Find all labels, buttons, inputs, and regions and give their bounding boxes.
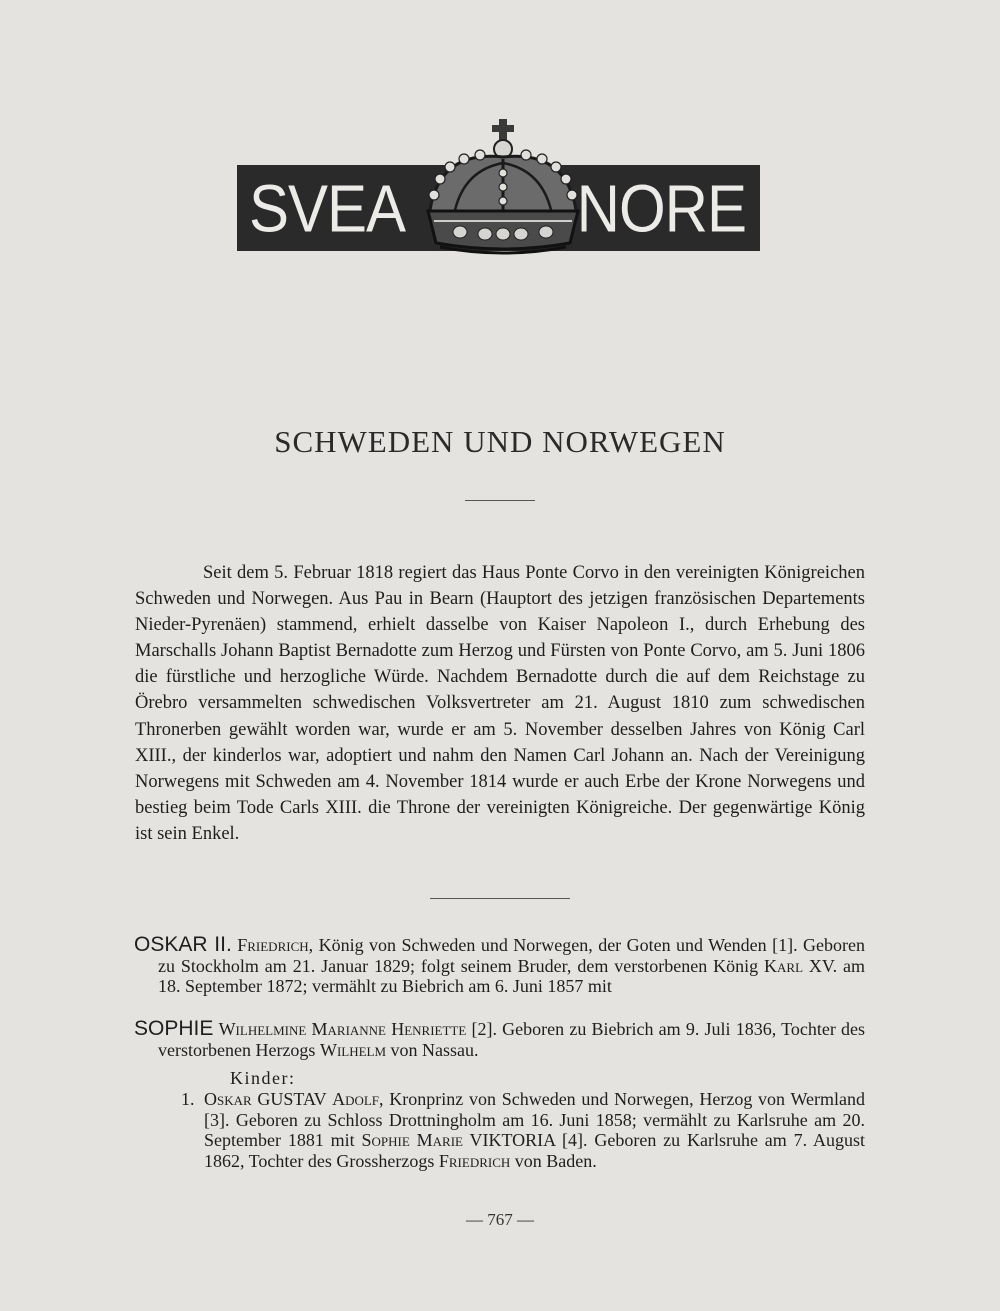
sophie-given-names: Wilhelmine Marianne Henriette (218, 1019, 467, 1039)
child-text-1: , Kronprinz von Schweden und Norwegen, Herzog von Wermland [3]. Geboren zu Schloss Drottningholm am 16. Juni 1858; vermählt zu Karlsruhe am 20. September 1881 mit (204, 1089, 865, 1150)
child-sophie-marie: Sophie Marie (361, 1130, 463, 1150)
child-text-2: [4]. Geboren zu Karlsruhe am 7. August 1862, Tochter des Grossherzogs (204, 1130, 865, 1171)
banner-left-word: SVEA (249, 170, 406, 246)
child-adolf: Adolf (332, 1089, 380, 1109)
karl-name: Karl (764, 955, 804, 976)
child-number: 1. (181, 1089, 195, 1109)
oskar-name: OSKAR II. (134, 933, 232, 956)
child-oskar: Oskar (204, 1089, 252, 1109)
royal-crown-icon (410, 115, 596, 261)
child-gustav: GUSTAV (251, 1089, 333, 1109)
oskar-text-1: , König von Schweden und Norwegen, der Goten und Wenden [1]. Geboren zu Stockholm am 21. Januar 1829; folgt seinem Bruder, dem verstorbenen König (158, 935, 865, 976)
oskar-text-2: XV. am 18. September 1872; vermählt zu Biebrich am 6. Juni 1857 mit (158, 955, 865, 996)
intro-paragraph: Seit dem 5. Februar 1818 regiert das Haus Ponte Corvo in den vereinigten Königreichen Schweden und Norwegen. Aus Pau in Bearn (Hauptort des jetzigen französischen Departements Nieder-Pyrenäen) stammend, erhielt dasselbe von Kaiser Napoleon I., durch Erhebung des Marschalls Johann Baptist Bernadotte zum Herzog und Fürsten von Ponte Corvo, am 5. Juni 1806 die fürstliche und herzogliche Würde. Nachdem Bernadotte durch die auf dem Reichstage zu Örebro versammelten schwedischen Volksvertreter am 21. August 1810 zum schwedischen Thronerben gewählt worden war, wurde er am 5. November desselben Jahres von König Carl XIII., der kinderlos war, adoptiert und nahm den Namen Carl Johann an. Nach der Vereinigung Norwegens mit Schweden am 4. November 1814 wurde er auch Erbe der Krone Norwegens und bestieg beim Tode Carls XIII. die Throne der vereinigten Königreiche. Der gegenwärtige König ist sein Enkel. (135, 563, 865, 844)
page-number: — 767 — (466, 1210, 534, 1229)
children-heading: Kinder: (230, 1068, 296, 1088)
oskar-entry (134, 933, 865, 997)
child-entry (204, 1089, 865, 1171)
section-divider (430, 898, 570, 899)
child-friedrich: Friedrich (438, 1150, 511, 1171)
sophie-text-1: [2]. Geboren zu Biebrich am 9. Juli 1836, Tochter des verstorbenen Herzogs (158, 1019, 866, 1060)
title-divider (465, 500, 535, 501)
child-viktoria: VIKTORIA (462, 1130, 556, 1150)
sophie-entry (134, 1017, 866, 1060)
page-title: SCHWEDEN UND NORWEGEN (274, 424, 726, 459)
child-text-3: von Baden. (510, 1150, 597, 1171)
oskar-given-name: Friedrich (237, 935, 309, 955)
sophie-text-2: von Nassau. (386, 1039, 479, 1060)
wilhelm-name: Wilhelm (319, 1039, 387, 1060)
sophie-name: SOPHIE (134, 1017, 214, 1040)
banner-right-word: NORE (576, 170, 746, 246)
